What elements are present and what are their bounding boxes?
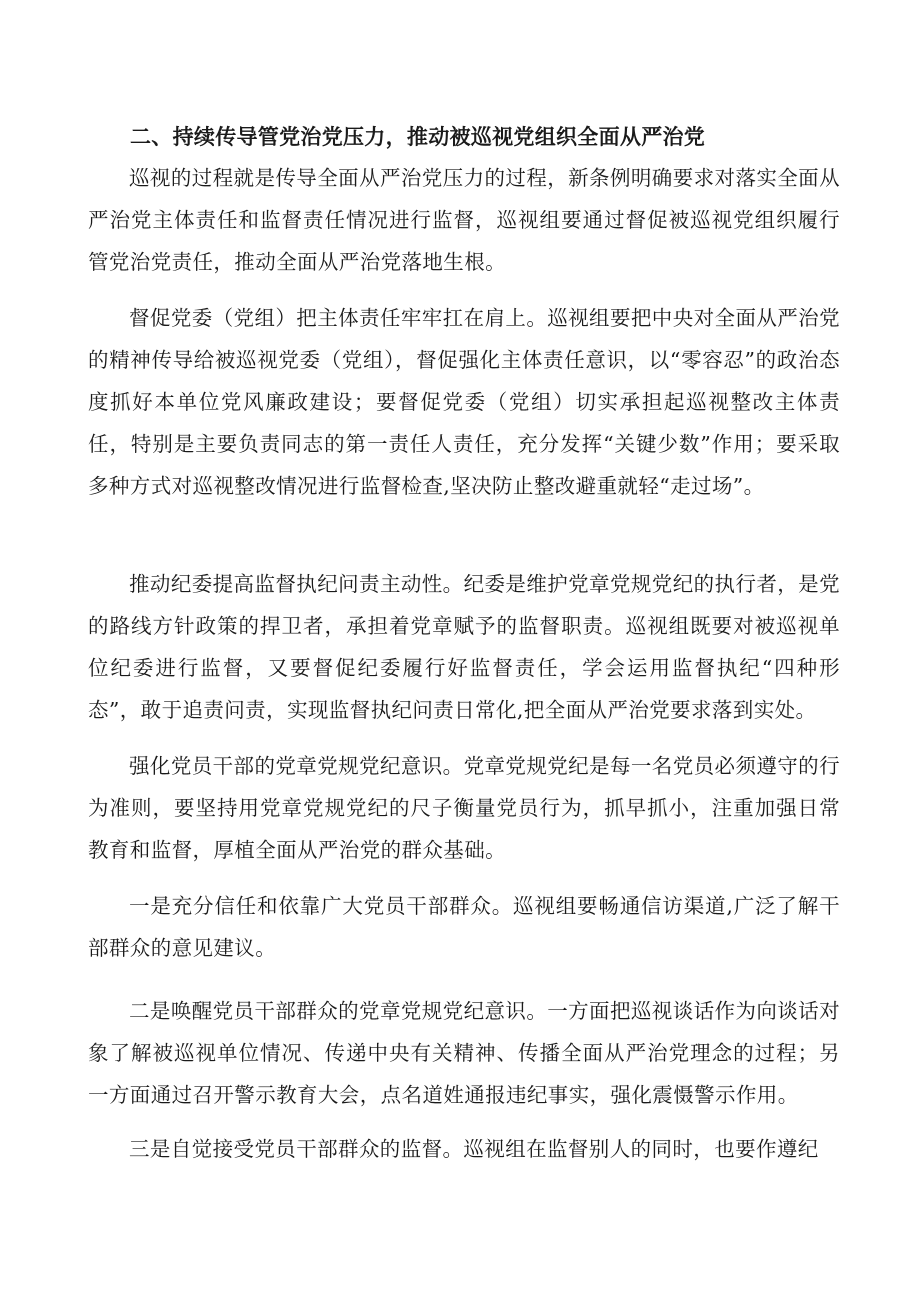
paragraph-point-one: 一是充分信任和依靠广大党员干部群众。巡视组要畅通信访渠道,广泛了解干部群众的意见建议。 (88, 894, 840, 960)
paragraph-point-three: 三是自觉接受党员干部群众的监督。巡视组在监督别人的同时，也要作遵纪 (129, 1137, 819, 1161)
section-heading: 二、持续传导管党治党压力，推动被巡视党组织全面从严治党 (130, 125, 706, 149)
paragraph-party-committee-responsibility: 督促党委（党组）把主体责任牢牢扛在肩上。巡视组要把中央对全面从严治党的精神传导给被巡视党委（党组），督促强化主体责任意识，以“零容忍”的政治态度抓好本单位党风廉政建设；要督促党委（党组）切实承担起巡视整改主体责任，特别是主要负责同志的第一责任人责任，充分发挥“关键少数”作用；要采取多种方式对巡视整改情况进行监督检查,坚决防止整改避重就轻“走过场”。 (88, 306, 840, 498)
paragraph-inspection-process: 巡视的过程就是传导全面从严治党压力的过程，新条例明确要求对落实全面从严治党主体责任和监督责任情况进行监督，巡视组要通过督促被巡视党组织履行管党治党责任，推动全面从严治党落地生根。 (88, 166, 840, 274)
paragraph-party-rules-awareness: 强化党员干部的党章党规党纪意识。党章党规党纪是每一名党员必须遵守的行为准则，要坚持用党章党规党纪的尺子衡量党员行为，抓早抓小，注重加强日常教育和监督，厚植全面从严治党的群众基础。 (88, 754, 840, 862)
paragraph-discipline-commission: 推动纪委提高监督执纪问责主动性。纪委是维护党章党规党纪的执行者，是党的路线方针政策的捍卫者，承担着党章赋予的监督职责。巡视组既要对被巡视单位纪委进行监督，又要督促纪委履行好监督责任，学会运用监督执纪“四种形态”，敢于追责问责，实现监督执纪问责日常化,把全面从严治党要求落到实处。 (88, 572, 840, 722)
paragraph-point-two: 二是唤醒党员干部群众的党章党规党纪意识。一方面把巡视谈话作为向谈话对象了解被巡视单位情况、传递中央有关精神、传播全面从严治党理念的过程；另一方面通过召开警示教育大会，点名道姓通报违纪事实，强化震慑警示作用。 (88, 999, 840, 1107)
